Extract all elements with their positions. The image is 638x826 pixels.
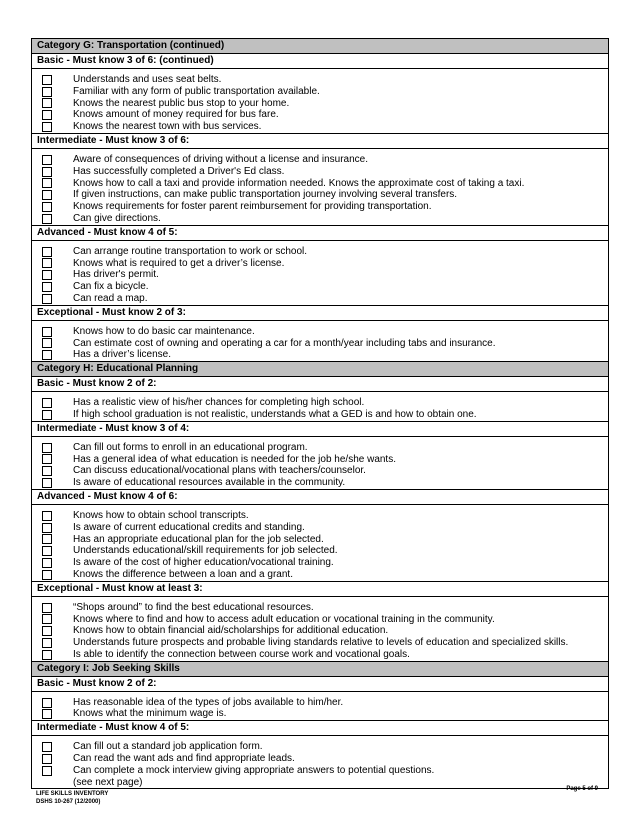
checklist	[32, 736, 608, 788]
checklist-item-label: Has successfully completed a Driver's Ed class.	[73, 165, 285, 177]
checkbox[interactable]	[42, 178, 52, 188]
checklist-item-label: Can fill out forms to enroll in an educational program.	[73, 441, 308, 453]
checklist-item-label: Can arrange routine transportation to work or school.	[73, 245, 308, 257]
checklist-item-label: Understands future prospects and probable living standards relative to levels of education and specialized skills.	[73, 637, 569, 649]
checklist-item	[37, 510, 603, 522]
checklist-item-label: Can discuss educational/vocational plans with teachers/counselor.	[73, 465, 366, 477]
checklist	[32, 597, 608, 662]
checklist-item	[37, 534, 603, 546]
section-header: Intermediate - Must know 3 of 4:	[32, 422, 608, 437]
checklist-item	[37, 569, 603, 581]
inventory-form	[31, 38, 609, 789]
checkbox[interactable]	[42, 603, 52, 613]
checkbox[interactable]	[42, 190, 52, 200]
checklist-item-label: If given instructions, can make public transportation journey involving several transfers.	[73, 189, 458, 201]
checklist-item	[37, 649, 603, 661]
checklist-item	[37, 338, 603, 350]
checklist-item-label: Understands educational/skill requirements for job selected.	[73, 545, 338, 557]
checklist	[32, 392, 608, 422]
checklist-item	[37, 614, 603, 626]
checklist-item	[37, 201, 603, 213]
checkbox[interactable]	[42, 466, 52, 476]
checkbox[interactable]	[42, 214, 52, 224]
section-header: Basic - Must know 2 of 2:	[32, 377, 608, 392]
checklist-item-label: Has a realistic view of his/her chances for completing high school.	[73, 397, 365, 409]
checklist-item	[37, 602, 603, 614]
checklist-item-label: Knows the nearest public bus stop to your home.	[73, 97, 290, 109]
checklist-item-label: Has a driver’s license.	[73, 349, 172, 361]
section-header: Advanced - Must know 4 of 5:	[32, 226, 608, 241]
checkbox[interactable]	[42, 122, 52, 132]
form-number: DSHS 10-267 (12/2000)	[36, 798, 101, 805]
checkbox[interactable]	[42, 155, 52, 165]
checklist-item-label: Knows the nearest town with bus services.	[73, 121, 262, 133]
checklist-item-label: Knows amount of money required for bus fare.	[73, 109, 279, 121]
checklist-item-label: “Shops around” to find the best educational resources.	[73, 601, 314, 613]
checklist	[32, 505, 608, 582]
page-number: Page 5 of 9	[566, 786, 598, 792]
checklist-item-label: Knows what is required to get a driver’s license.	[73, 257, 285, 269]
checklist-item-label: Knows the difference between a loan and a grant.	[73, 568, 293, 580]
checklist	[32, 149, 608, 226]
checkbox[interactable]	[42, 87, 52, 97]
checkbox[interactable]	[42, 110, 52, 120]
checklist-item	[37, 189, 603, 201]
checklist-item	[37, 109, 603, 121]
checkbox[interactable]	[42, 398, 52, 408]
checklist-item	[37, 166, 603, 178]
checklist-item	[37, 522, 603, 534]
checklist-item	[37, 545, 603, 557]
checkbox[interactable]	[42, 294, 52, 304]
checklist-item	[37, 213, 603, 225]
checklist-item-label: Knows requirements for foster parent reimbursement for providing transportation.	[73, 201, 432, 213]
checkbox[interactable]	[42, 534, 52, 544]
checkbox[interactable]	[42, 638, 52, 648]
checklist-item-label: Has driver's permit.	[73, 269, 159, 281]
section-header: Intermediate - Must know 4 of 5:	[32, 721, 608, 736]
continuation-note: (see next page)	[73, 776, 143, 788]
checkbox[interactable]	[42, 754, 52, 764]
checklist-item-label: Is aware of educational resources available in the community.	[73, 477, 346, 489]
category-header: Category H: Educational Planning	[32, 362, 608, 377]
checklist-item-label: Knows how to obtain school transcripts.	[73, 509, 249, 521]
checklist-item-label: Is aware of current educational credits and standing.	[73, 521, 305, 533]
checkbox[interactable]	[42, 626, 52, 636]
checkbox[interactable]	[42, 247, 52, 257]
checklist-item	[37, 98, 603, 110]
checklist-item	[37, 409, 603, 421]
checklist-item	[37, 741, 603, 753]
checklist-item-label: Knows how to call a taxi and provide information needed. Knows the approximate cost of taking a taxi.	[73, 177, 525, 189]
checklist-item	[37, 765, 603, 777]
checklist-item	[37, 121, 603, 133]
checklist-item-label: Familiar with any form of public transportation available.	[73, 85, 320, 97]
checklist-item-label: Is able to identify the connection between course work and vocational goals.	[73, 648, 410, 660]
checklist-item	[37, 708, 603, 720]
checkbox[interactable]	[42, 766, 52, 776]
checklist	[32, 437, 608, 490]
checklist-item	[37, 625, 603, 637]
checkbox[interactable]	[42, 75, 52, 85]
form-footer	[36, 791, 108, 806]
checkbox[interactable]	[42, 338, 52, 348]
checklist-item-label: Knows where to find and how to access adult education or vocational training in the community.	[73, 613, 495, 625]
checklist-item-label: Is aware of the cost of higher education/vocational training.	[73, 557, 334, 569]
checklist	[32, 69, 608, 134]
checkbox[interactable]	[42, 282, 52, 292]
section-header: Exceptional - Must know at least 3:	[32, 582, 608, 597]
checklist-item	[37, 637, 603, 649]
category-header: Category I: Job Seeking Skills	[32, 662, 608, 677]
checklist-item	[37, 465, 603, 477]
checkbox[interactable]	[42, 523, 52, 533]
checklist-item	[37, 281, 603, 293]
checklist-item-label: Understands and uses seat belts.	[73, 74, 222, 85]
checklist-item-label: Can read a map.	[73, 292, 148, 304]
checklist-item	[37, 454, 603, 466]
checklist-item	[37, 477, 603, 489]
section-header: Intermediate - Must know 3 of 6:	[32, 134, 608, 149]
checkbox[interactable]	[42, 709, 52, 719]
checkbox[interactable]	[42, 410, 52, 420]
checkbox[interactable]	[42, 350, 52, 360]
checkbox[interactable]	[42, 454, 52, 464]
checklist-item-label: Can fill out a standard job application form.	[73, 741, 263, 753]
checkbox[interactable]	[42, 698, 52, 708]
checkbox[interactable]	[42, 443, 52, 453]
checklist-item	[37, 397, 603, 409]
checklist-item	[37, 269, 603, 281]
checklist-item	[37, 349, 603, 361]
checklist-item-label: Knows how to obtain financial aid/scholarships for additional education.	[73, 625, 389, 637]
checklist-item	[37, 74, 603, 86]
checklist	[32, 241, 608, 306]
checkbox[interactable]	[42, 650, 52, 660]
checklist-item	[37, 178, 603, 190]
checklist-item	[37, 557, 603, 569]
checkbox[interactable]	[42, 327, 52, 337]
checklist-item	[37, 777, 603, 789]
checklist-item-label: Can give directions.	[73, 212, 161, 224]
checkbox[interactable]	[42, 258, 52, 268]
section-header: Basic - Must know 2 of 2:	[32, 677, 608, 692]
checklist	[32, 321, 608, 362]
checklist-item	[37, 86, 603, 98]
checkbox[interactable]	[42, 167, 52, 177]
checkbox[interactable]	[42, 270, 52, 280]
checklist-item-label: Has an appropriate educational plan for the job selected.	[73, 533, 324, 545]
checklist-item-label: Has a general idea of what education is needed for the job he/she wants.	[73, 453, 396, 465]
checkbox[interactable]	[42, 570, 52, 580]
checkbox[interactable]	[42, 742, 52, 752]
checklist-item-label: Has reasonable idea of the types of jobs available to him/her.	[73, 696, 344, 708]
checkbox[interactable]	[42, 511, 52, 521]
checklist-item	[37, 326, 603, 338]
checklist-item	[37, 442, 603, 454]
checkbox[interactable]	[42, 202, 52, 212]
checkbox[interactable]	[42, 478, 52, 488]
checklist-item-label: Aware of consequences of driving without a license and insurance.	[73, 153, 368, 165]
checklist-item-label: Can complete a mock interview giving appropriate answers to potential questions.	[73, 764, 435, 776]
checklist-item	[37, 258, 603, 270]
checklist-item-label: Can fix a bicycle.	[73, 281, 149, 293]
section-header: Exceptional - Must know 2 of 3:	[32, 306, 608, 321]
checklist-item	[37, 753, 603, 765]
checklist-item-label: Knows how to do basic car maintenance.	[73, 325, 255, 337]
checklist-item	[37, 246, 603, 258]
section-header: Basic - Must know 3 of 6: (continued)	[32, 54, 608, 69]
checklist-item-label: Can read the want ads and find appropriate leads.	[73, 753, 295, 765]
checklist-item	[37, 293, 603, 305]
checklist-item-label: Can estimate cost of owning and operating a car for a month/year including tabs and insurance.	[73, 337, 496, 349]
checkbox[interactable]	[42, 614, 52, 624]
checkbox[interactable]	[42, 558, 52, 568]
category-header: Category G: Transportation (continued)	[32, 39, 608, 54]
checkbox[interactable]	[42, 546, 52, 556]
form-name: LIFE SKILLS INVENTORY	[36, 791, 109, 797]
checklist-item-label: If high school graduation is not realistic, understands what a GED is and how to obtain one.	[73, 408, 477, 420]
section-header: Advanced - Must know 4 of 6:	[32, 490, 608, 505]
checkbox[interactable]	[42, 98, 52, 108]
checklist-item-label: Knows what the minimum wage is.	[73, 708, 227, 720]
checklist	[32, 692, 608, 722]
checklist-item	[37, 154, 603, 166]
checklist-item	[37, 697, 603, 709]
